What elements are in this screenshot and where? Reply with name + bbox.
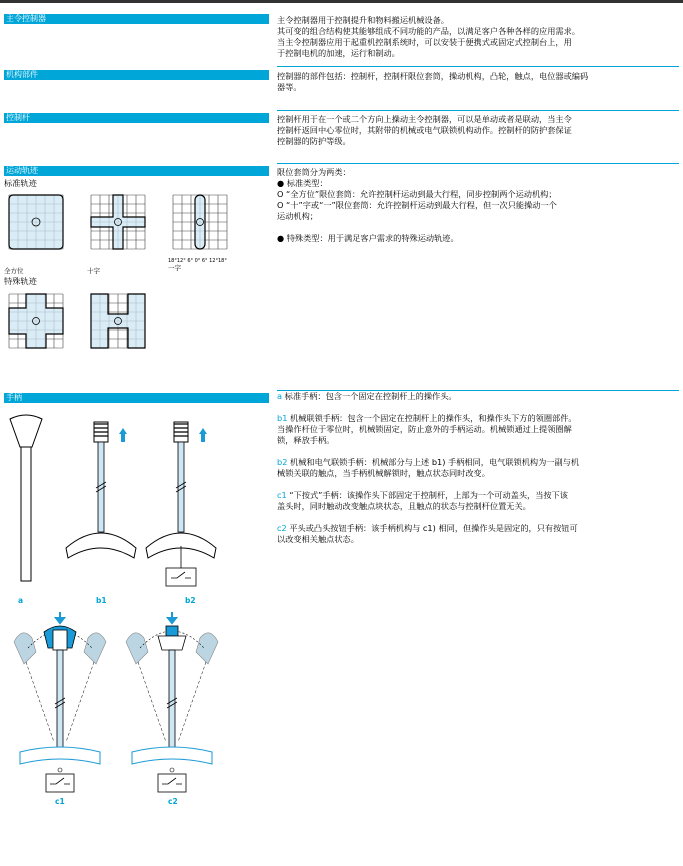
section-bar-motion (4, 166, 269, 176)
handle-item-c1 (277, 490, 679, 512)
base-plate (20, 747, 100, 764)
handle-rod (21, 447, 31, 581)
rule-parts (277, 66, 679, 67)
handle-item-a (277, 391, 679, 402)
section-bar-master (4, 14, 269, 24)
rule-lever (277, 110, 679, 111)
fig-label-b2: b2 (185, 596, 196, 605)
handle-item-c2 (277, 523, 679, 545)
lever-text (277, 114, 679, 147)
base-plate (132, 747, 212, 764)
path-diagram-special-2 (88, 291, 148, 351)
handle-tag: c2 (277, 523, 287, 533)
base-plate (66, 533, 136, 558)
special-path-area (9, 294, 63, 348)
path-diagram-single (170, 192, 230, 252)
handle-head (10, 415, 42, 447)
handle-head (158, 636, 186, 650)
text-line (277, 222, 679, 233)
text-line: 当操作杆位于零位时，机械锁固定，防止意外的手柄运动。机械锁通过上提领圈解 (277, 424, 572, 434)
text-line: 械锁关联的触点，当手柄机械解锁时，触点状态同时改变。 (277, 468, 490, 478)
text-line: 主令控制器用于控制提升和物料搬运机械设备。 (277, 15, 449, 25)
handle-tag: c1 (277, 490, 287, 500)
fig-label-c1: c1 (55, 797, 65, 806)
full-path-area (9, 195, 63, 249)
fig-label-a: a (18, 596, 24, 605)
section-title-master: 主令控制器 (6, 14, 46, 23)
text-line: 盖头时，同时触动改变触点块状态，且触点的状态与控制杆位置无关。 (277, 501, 531, 511)
contact-block (166, 568, 196, 586)
down-arrow-icon (56, 612, 64, 623)
cross-path-area (91, 195, 145, 249)
master-text (277, 15, 679, 59)
text-line: 平头或凸头按钮手柄：该手柄机构与 c1) 相同，但操作头是固定的，只有按钮可 (289, 523, 578, 533)
handle-item-b1 (277, 413, 679, 446)
section-bar-lever (4, 113, 269, 123)
text-line: O “十”字或“一”限位套筒：允许控制杆运动到最大行程，但一次只能操动一个 (277, 200, 557, 210)
text-line: 当主令控制器应用于起重机控制系统时，可以安装于便携式或固定式控制台上，用 (277, 37, 572, 47)
section-title-parts: 机构部件 (6, 70, 38, 79)
text-line: 机械联锁手柄：包含一个固定在控制杆上的操作头，和操作头下方的领圈部件。 (290, 413, 577, 423)
handle-rod (98, 442, 104, 532)
text-line: 机械和电气联锁手柄：机械部分与上述 b1) 手柄相同，电气联锁机构为一副与机 (290, 457, 580, 467)
tilted-handle-ghost (196, 633, 218, 664)
fig-label-c2: c2 (168, 797, 178, 806)
handle-c1-drawing (6, 612, 116, 807)
text-line: ● 标准类型： (277, 178, 328, 188)
text-line: 锁，释放手柄。 (277, 435, 335, 445)
text-line: 控制器的防护等级。 (277, 136, 351, 146)
special-path-label: 特殊轨迹 (4, 276, 37, 286)
handle-tag: b1 (277, 413, 288, 423)
text-line: 控制杆用于在一个或二个方向上操动主令控制器，可以是单动或者是联动，当主令 (277, 114, 572, 124)
text-line: O “全方位”限位套筒：允许控制杆运动到最大行程，同步控制两个运动机构； (277, 189, 557, 199)
motion-text (277, 167, 679, 244)
down-arrow-icon (168, 612, 176, 623)
text-line: ● 特殊类型：用于满足客户需求的特殊运动轨迹。 (277, 233, 459, 243)
contact-block (158, 774, 186, 792)
handle-b2-drawing (144, 418, 244, 593)
section-title-handle: 手柄 (6, 393, 22, 402)
tilted-handle-ghost (14, 633, 36, 664)
text-line: 标准手柄：包含一个固定在控制杆上的操作头。 (284, 391, 457, 401)
text-line: 限位套筒分为两类： (277, 167, 351, 177)
contact-block (46, 774, 74, 792)
caption-full: 全方位 (4, 267, 24, 275)
section-title-lever: 控制杆 (6, 113, 30, 122)
handle-text (277, 391, 679, 545)
text-line: 器等。 (277, 82, 302, 92)
text-line: 控制器的部件包括：控制杆，控制杆限位套筒，操动机构，凸轮，触点，电位器或编码 (277, 71, 589, 81)
handle-c2-drawing (118, 612, 228, 807)
section-bar-handle (4, 393, 269, 403)
parts-text (277, 71, 679, 93)
section-title-motion: 运动轨迹 (6, 166, 38, 175)
standard-path-label: 标准轨迹 (4, 178, 37, 188)
handle-tag: b2 (277, 457, 288, 467)
text-line: 其可变的组合结构使其能够组成不同功能的产品，以满足客户各种各样的应用需求。 (277, 26, 580, 36)
handle-a-drawing (6, 413, 46, 583)
path-diagram-special-1 (6, 291, 66, 351)
path-diagram-cross (88, 192, 148, 252)
handle-item-b2 (277, 457, 679, 479)
tilted-handle-ghost (126, 633, 148, 664)
rule-motion (277, 163, 679, 164)
text-line: 运动机构； (277, 211, 318, 221)
handle-tag: a (277, 391, 283, 401)
up-arrow-icon (199, 428, 207, 442)
section-bar-parts (4, 70, 269, 80)
text-line: 于控制电机的加速，运行和制动。 (277, 48, 400, 58)
path-diagram-full (6, 192, 66, 252)
text-line: 控制杆返回中心零位时，其附带的机械或电气联锁机构动作。控制杆的防护套保证 (277, 125, 572, 135)
handle-rod (178, 442, 184, 532)
fig-label-b1: b1 (96, 596, 107, 605)
caption-cross: 十字 (87, 267, 100, 275)
text-line: “下按式”手柄：该操作头下部固定于控制杆，上部为一个可动盖头，当按下该 (289, 490, 568, 500)
text-line: 以改变相关触点状态。 (277, 534, 359, 544)
caption-single: 一字 (168, 264, 181, 272)
tilted-handle-ghost (84, 633, 106, 664)
push-button (166, 626, 178, 636)
top-rule (0, 0, 683, 3)
up-arrow-icon (119, 428, 127, 442)
angle-scale: 18°12° 6° 0° 6° 12°18° (168, 258, 227, 264)
